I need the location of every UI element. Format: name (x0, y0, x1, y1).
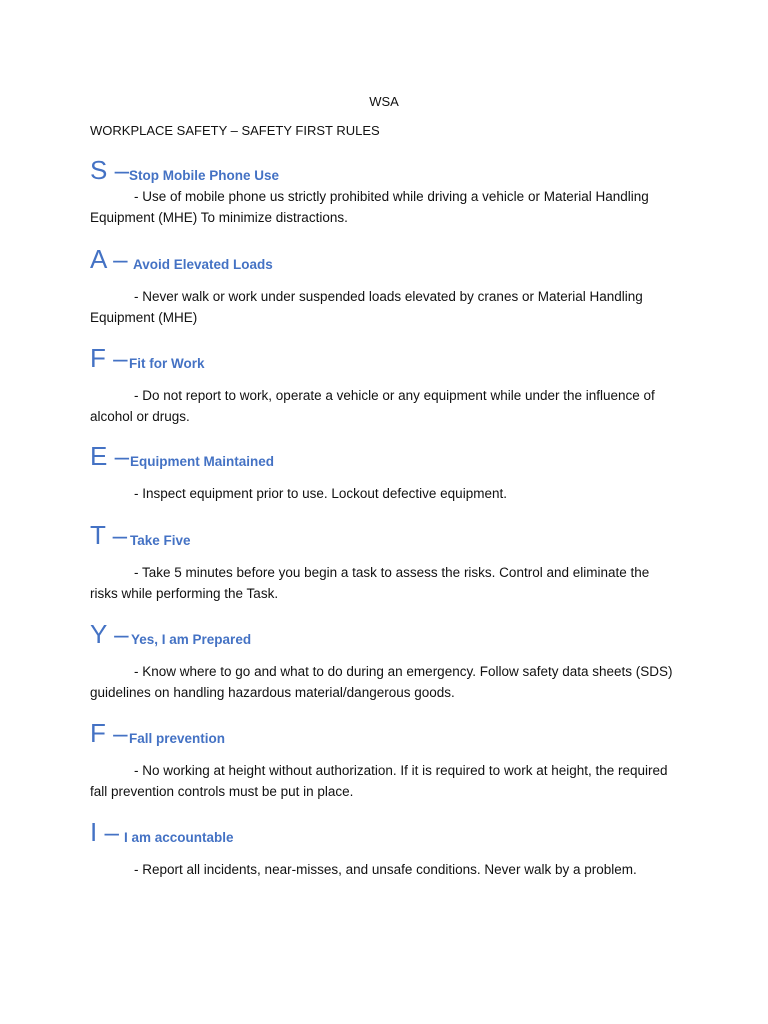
rule-f-fall (90, 718, 680, 799)
rule-header (90, 817, 680, 847)
rule-letter: S – (90, 155, 130, 185)
rule-header (90, 718, 680, 748)
rule-heading: Take Five (130, 533, 191, 548)
rule-header (90, 520, 680, 550)
rule-letter: F – (90, 718, 128, 748)
rule-header (90, 619, 680, 649)
document-title: WSA (369, 94, 399, 109)
rule-letter: T – (90, 520, 128, 550)
rule-heading: Avoid Elevated Loads (133, 257, 273, 272)
rule-heading: Yes, I am Prepared (131, 632, 252, 647)
rule-letter: F – (90, 343, 128, 373)
rule-description: - Know where to go and what to do during an emergency. Follow safety data sheets (SDS) guidelines on handling hazardous material/dangerous goods. (90, 664, 673, 700)
rule-y (90, 619, 680, 700)
rule-t (90, 520, 680, 601)
document-subtitle: WORKPLACE SAFETY – SAFETY FIRST RULES (90, 123, 380, 138)
rule-description: - Take 5 minutes before you begin a task to assess the risks. Control and eliminate the risks while performing the Task. (90, 565, 650, 601)
rule-description: - Use of mobile phone us strictly prohibited while driving a vehicle or Material Handling Equipment (MHE) To minimize distractions. (90, 189, 649, 225)
rule-description: - Report all incidents, near-misses, and unsafe conditions. Never walk by a problem. (134, 862, 637, 877)
rule-f-fit (90, 343, 680, 424)
rule-header (90, 343, 680, 373)
rule-s (90, 155, 680, 225)
rule-a (90, 244, 680, 325)
rule-header (90, 244, 680, 274)
rule-header (90, 155, 680, 185)
rule-description: - No working at height without authorization. If it is required to work at height, the required fall prevention controls must be put in place. (90, 763, 668, 799)
rule-description: - Do not report to work, operate a vehicle or any equipment while under the influence of alcohol or drugs. (90, 388, 655, 424)
rule-heading: I am accountable (124, 830, 234, 845)
rule-letter: A – (90, 244, 128, 274)
rule-heading: Fit for Work (129, 356, 205, 371)
rule-header (90, 441, 680, 471)
rule-description: - Never walk or work under suspended loads elevated by cranes or Material Handling Equipment (MHE) (90, 289, 643, 325)
rule-i (90, 817, 680, 877)
rule-e (90, 441, 680, 501)
rule-heading: Equipment Maintained (130, 454, 275, 469)
rule-letter: E – (90, 441, 130, 471)
rule-heading: Stop Mobile Phone Use (129, 168, 280, 183)
rule-letter: Y – (90, 619, 129, 649)
rule-heading: Fall prevention (129, 731, 226, 746)
rule-description: - Inspect equipment prior to use. Lockout defective equipment. (134, 486, 507, 501)
rule-letter: I – (90, 817, 119, 847)
